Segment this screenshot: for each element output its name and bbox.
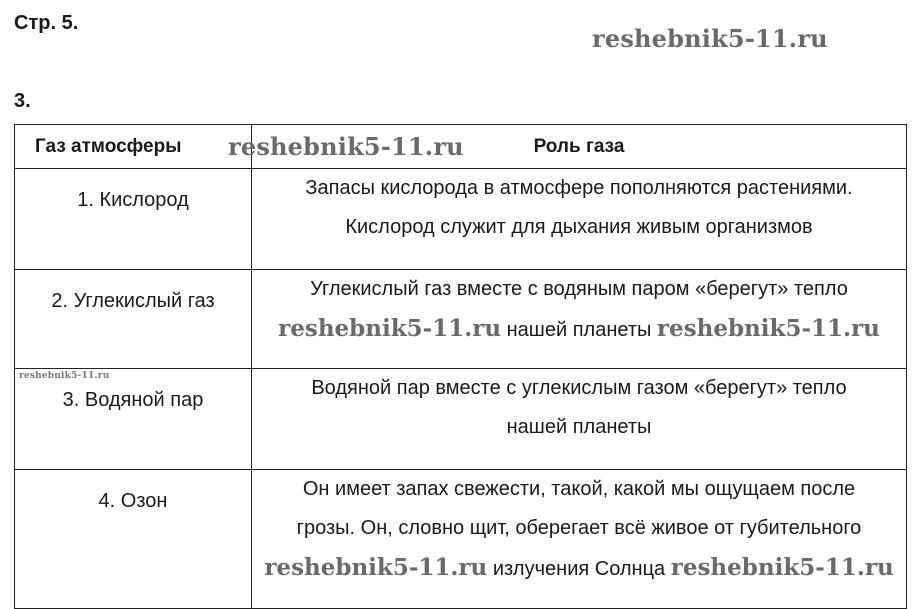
role-line-text: излучения Солнца [492, 558, 666, 580]
gas-cell: 1. Кислород [15, 169, 252, 270]
role-line: Кислород служит для дыхания живым организмов [345, 216, 813, 238]
answer-table [14, 124, 907, 609]
watermark: reshebnik5-11.ru [592, 24, 828, 53]
role-cell [252, 470, 907, 609]
table-row [15, 169, 907, 270]
role-line: Он имеет запах свежести, такой, какой мы ощущаем после [302, 478, 856, 500]
role-line: Водяной пар вместе с углекислым газом «берегут» тепло [311, 377, 847, 399]
role-line-text: нашей планеты [506, 319, 652, 341]
watermark: reshebnik5-11.ru [228, 132, 464, 161]
table-row [15, 470, 907, 609]
role-line-with-watermarks [252, 548, 906, 589]
role-line: грозы. Он, словно щит, оберегает всё живое от губительного [296, 517, 862, 539]
watermark: reshebnik5-11.ru [278, 315, 502, 342]
watermark: reshebnik5-11.ru [670, 554, 894, 581]
role-line: нашей планеты [506, 416, 652, 438]
watermark: reshebnik5-11.ru [19, 371, 110, 381]
role-cell [252, 270, 907, 369]
role-line-with-watermarks [252, 309, 906, 350]
watermark: reshebnik5-11.ru [656, 315, 880, 342]
header-gas: Газ атмосферы [15, 125, 252, 169]
table-row [15, 369, 907, 470]
task-number: 3. [14, 90, 31, 112]
watermark: reshebnik5-11.ru [264, 554, 488, 581]
header-role: Роль газа [252, 125, 907, 169]
role-cell [252, 369, 907, 470]
role-line: Углекислый газ вместе с водяным паром «берегут» тепло [310, 278, 848, 300]
gas-cell [15, 369, 252, 470]
page-label: Стр. 5. [14, 12, 79, 34]
gas-label: 3. Водяной пар [62, 389, 204, 411]
role-cell [252, 169, 907, 270]
gas-cell: 2. Углекислый газ [15, 270, 252, 369]
role-line: Запасы кислорода в атмосфере пополняются растениями. [305, 177, 853, 199]
table-row [15, 270, 907, 369]
gas-cell: 4. Озон [15, 470, 252, 609]
